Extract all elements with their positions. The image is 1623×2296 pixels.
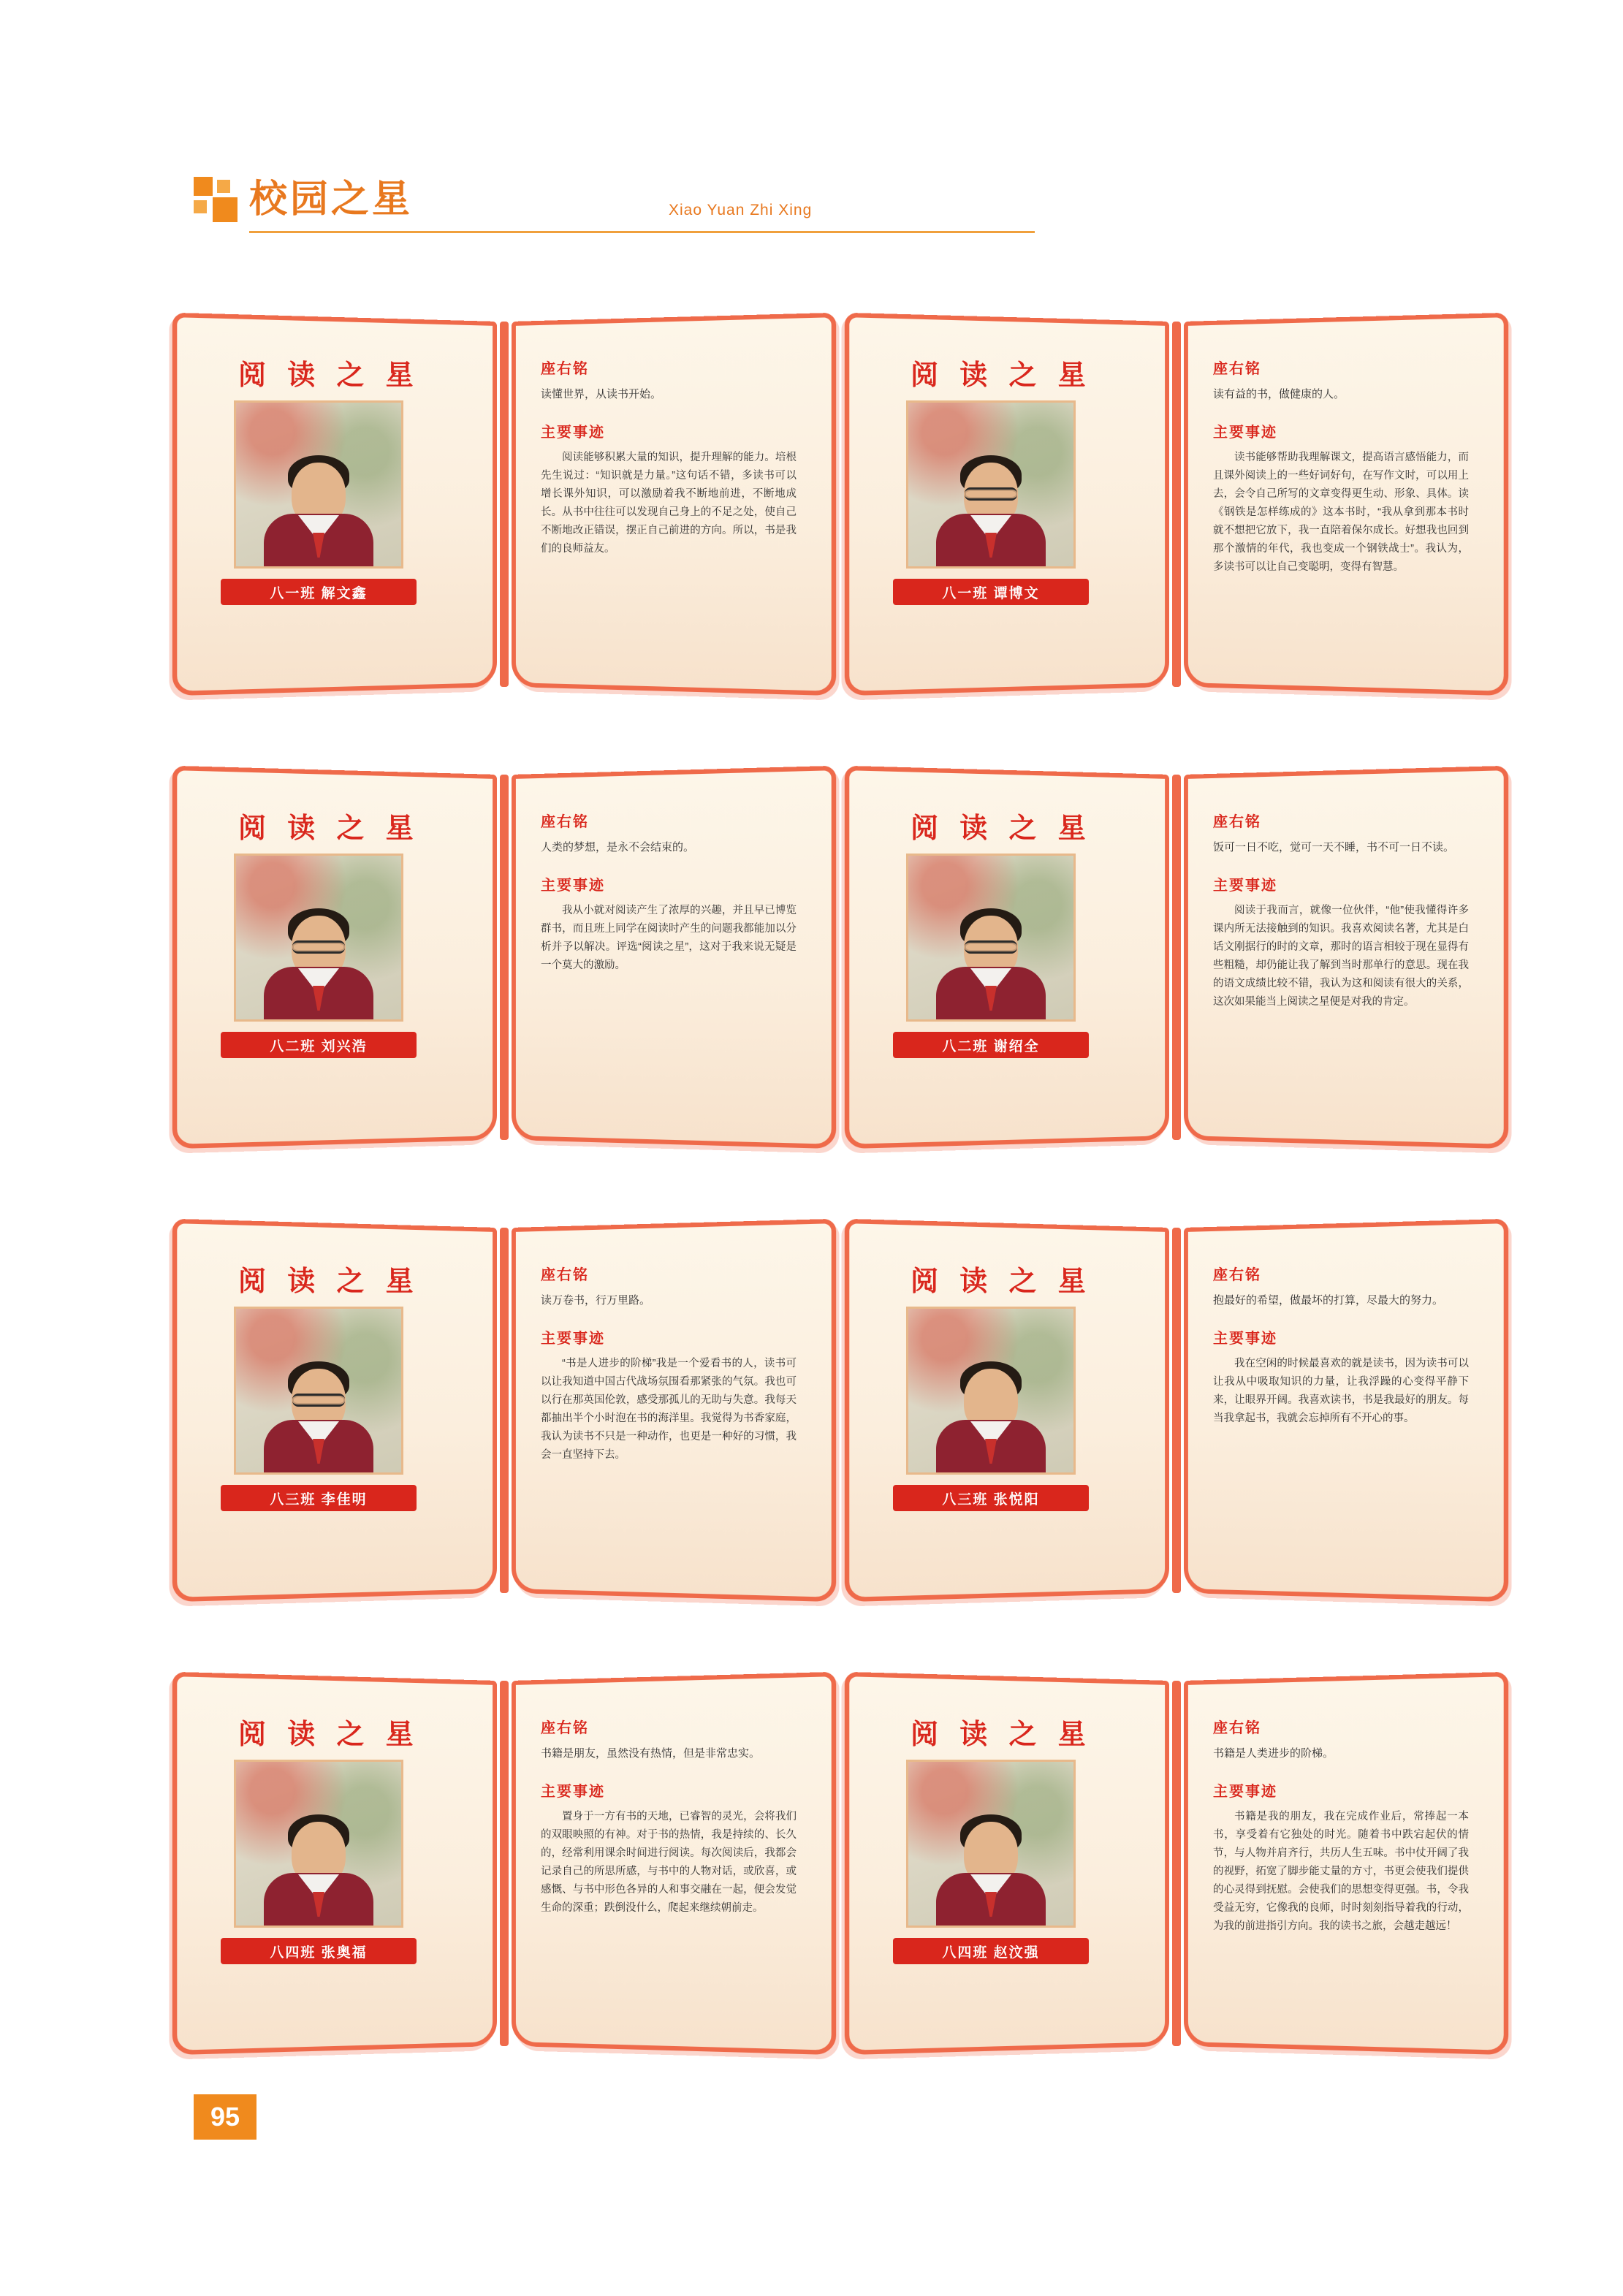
motto-text: 书籍是朋友，虽然没有热情，但是非常忠实。 (541, 1747, 761, 1760)
school-logo-icon (194, 177, 239, 222)
student-name-plate: 八三班 李佳明 (221, 1485, 417, 1511)
deeds-text: 阅读能够积累大量的知识，提升理解的能力。培根先生说过：“知识就是力量。”这句话不错，多读书可以增长课外知识，可以激励着我不断地前进，不断地成长。从书中往往可以发现自己身上的不足之处，使自己不断地改正错误，摆正自己前进的方向。所以，书是我们的良师益友。 (541, 452, 797, 555)
star-card (175, 760, 833, 1169)
motto-text: 人类的梦想，是永不会结束的。 (541, 841, 695, 854)
student-photo (906, 854, 1076, 1022)
star-card (175, 307, 833, 716)
star-card (848, 1213, 1505, 1622)
motto-text: 书籍是人类进步的阶梯。 (1213, 1747, 1334, 1760)
student-photo (906, 400, 1076, 569)
deeds-heading: 主要事迹 (541, 425, 605, 441)
student-photo (234, 1307, 403, 1475)
card-title: 阅 读 之 星 (911, 811, 1092, 844)
motto-text: 读有益的书，做健康的人。 (1213, 388, 1345, 400)
page-number: 95 (194, 2094, 256, 2140)
deeds-heading: 主要事迹 (541, 1784, 605, 1801)
motto-text: 抱最好的希望，做最坏的打算，尽最大的努力。 (1213, 1294, 1444, 1307)
deeds-text: 书籍是我的朋友，我在完成作业后，常捧起一本书，享受着有它独处的时光。随着书中跌宕起伏的情节，与人物并肩齐行，共历人生五味。书中仗开阔了我的视野，拓宽了脚步能丈量的方寸，书更会使我们提供的心灵得到抚慰。会使我们的思想变得更强。书，令我受益无穷，它像我的良师，时时刻刻指导着我的行动，为我的前进指引方向。我的读书之旅，会越走越远！ (1213, 1811, 1469, 1932)
header-divider (249, 231, 1035, 233)
deeds-heading: 主要事迹 (1213, 425, 1277, 441)
motto-heading: 座右铭 (541, 1720, 589, 1736)
student-photo (234, 400, 403, 569)
page-title-pinyin: Xiao Yuan Zhi Xing (669, 202, 813, 218)
motto-heading: 座右铭 (541, 814, 589, 830)
deeds-text: 我从小就对阅读产生了浓厚的兴趣，并且早已博览群书，而且班上同学在阅读时产生的问题我都能加以分析并予以解决。评选“阅读之星”，这对于我来说无疑是一个莫大的激励。 (541, 905, 797, 972)
deeds-text: 读书能够帮助我理解课文，提高语言感悟能力，而且课外阅读上的一些好词好句，在写作文时，可以用上去，会令自己所写的文章变得更生动、形象、具体。读《钢铁是怎样练成的》这本书时，“我从拿到那本书时就不想把它放下，我一直陪着保尔成长。好想我也回到那个激情的年代，我也变成一个钢铁战士”。我认为，多读书可以让自己变聪明，变得有智慧。 (1213, 452, 1469, 573)
star-card (848, 760, 1505, 1169)
student-name-plate: 八二班 刘兴浩 (221, 1032, 417, 1058)
motto-heading: 座右铭 (1213, 361, 1261, 377)
motto-heading: 座右铭 (541, 1267, 589, 1283)
student-photo (906, 1307, 1076, 1475)
card-title: 阅 读 之 星 (911, 1717, 1092, 1750)
star-card (175, 1666, 833, 2075)
card-title: 阅 读 之 星 (911, 1264, 1092, 1297)
motto-heading: 座右铭 (1213, 1267, 1261, 1283)
student-name-plate: 八四班 张奥福 (221, 1938, 417, 1964)
motto-text: 读万卷书，行万里路。 (541, 1294, 651, 1307)
student-name-plate: 八三班 张悦阳 (893, 1485, 1089, 1511)
card-title: 阅 读 之 星 (238, 358, 419, 391)
motto-heading: 座右铭 (541, 361, 589, 377)
deeds-heading: 主要事迹 (1213, 1784, 1277, 1801)
student-photo (234, 854, 403, 1022)
deeds-heading: 主要事迹 (541, 1331, 605, 1347)
motto-text: 饭可一日不吃，觉可一天不睡，书不可一日不读。 (1213, 841, 1455, 854)
star-card (848, 307, 1505, 716)
card-title: 阅 读 之 星 (238, 1264, 419, 1297)
deeds-heading: 主要事迹 (1213, 1331, 1277, 1347)
deeds-text: “书是人进步的阶梯”我是一个爱看书的人，读书可以让我知道中国古代战场氛围看那紧张的气氛。我也可以行在那英国伦敦，感受那孤儿的无助与失意。我每天都抽出半个小时泡在书的海洋里。我觉得为书香家庭，我认为读书不只是一种动作，也更是一种好的习惯，我会一直坚持下去。 (541, 1358, 797, 1461)
student-photo (906, 1760, 1076, 1928)
student-name-plate: 八四班 赵汶强 (893, 1938, 1089, 1964)
student-name-plate: 八一班 谭博文 (893, 579, 1089, 605)
deeds-heading: 主要事迹 (541, 878, 605, 894)
deeds-heading: 主要事迹 (1213, 878, 1277, 894)
deeds-text: 我在空闲的时候最喜欢的就是读书，因为读书可以让我从中吸取知识的力量，让我浮躁的心变得平静下来，让眼界开阔。我喜欢读书，书是我最好的朋友。每当我拿起书，我就会忘掉所有不开心的事。 (1213, 1358, 1469, 1425)
motto-heading: 座右铭 (1213, 1720, 1261, 1736)
card-title: 阅 读 之 星 (238, 1717, 419, 1750)
star-card (175, 1213, 833, 1622)
star-card (848, 1666, 1505, 2075)
card-title: 阅 读 之 星 (911, 358, 1092, 391)
page-header (194, 167, 851, 240)
student-name-plate: 八一班 解文鑫 (221, 579, 417, 605)
card-title: 阅 读 之 星 (238, 811, 419, 844)
student-photo (234, 1760, 403, 1928)
motto-text: 读懂世界，从读书开始。 (541, 388, 662, 400)
motto-heading: 座右铭 (1213, 814, 1261, 830)
deeds-text: 阅读于我而言，就像一位伙伴，“他”使我懂得许多课内所无法接触到的知识。我喜欢阅读名著，尤其是白话文刚据行的时的文章，那时的语言相较于现在显得有些粗糙，却仍能让我了解到当时那单行的意思。现在我的语文成绩比较不错，我认为这和阅读有很大的关系，这次如果能当上阅读之星便是对我的肯定。 (1213, 905, 1469, 1008)
deeds-text: 置身于一方有书的天地，已睿智的灵光，会将我们的双眼映照的有神。对于书的热情，我是持续的、长久的，经常利用课余时间进行阅读。每次阅读后，我都会记录自己的所思所感，与书中的人物对话，或欣喜，或感慨、与书中形色各异的人和事交融在一起，便会发觉生命的深重；跌倒没什么，爬起来继续朝前走。 (541, 1811, 797, 1914)
page-title: 校园之星 (249, 178, 414, 221)
student-name-plate: 八二班 谢绍全 (893, 1032, 1089, 1058)
